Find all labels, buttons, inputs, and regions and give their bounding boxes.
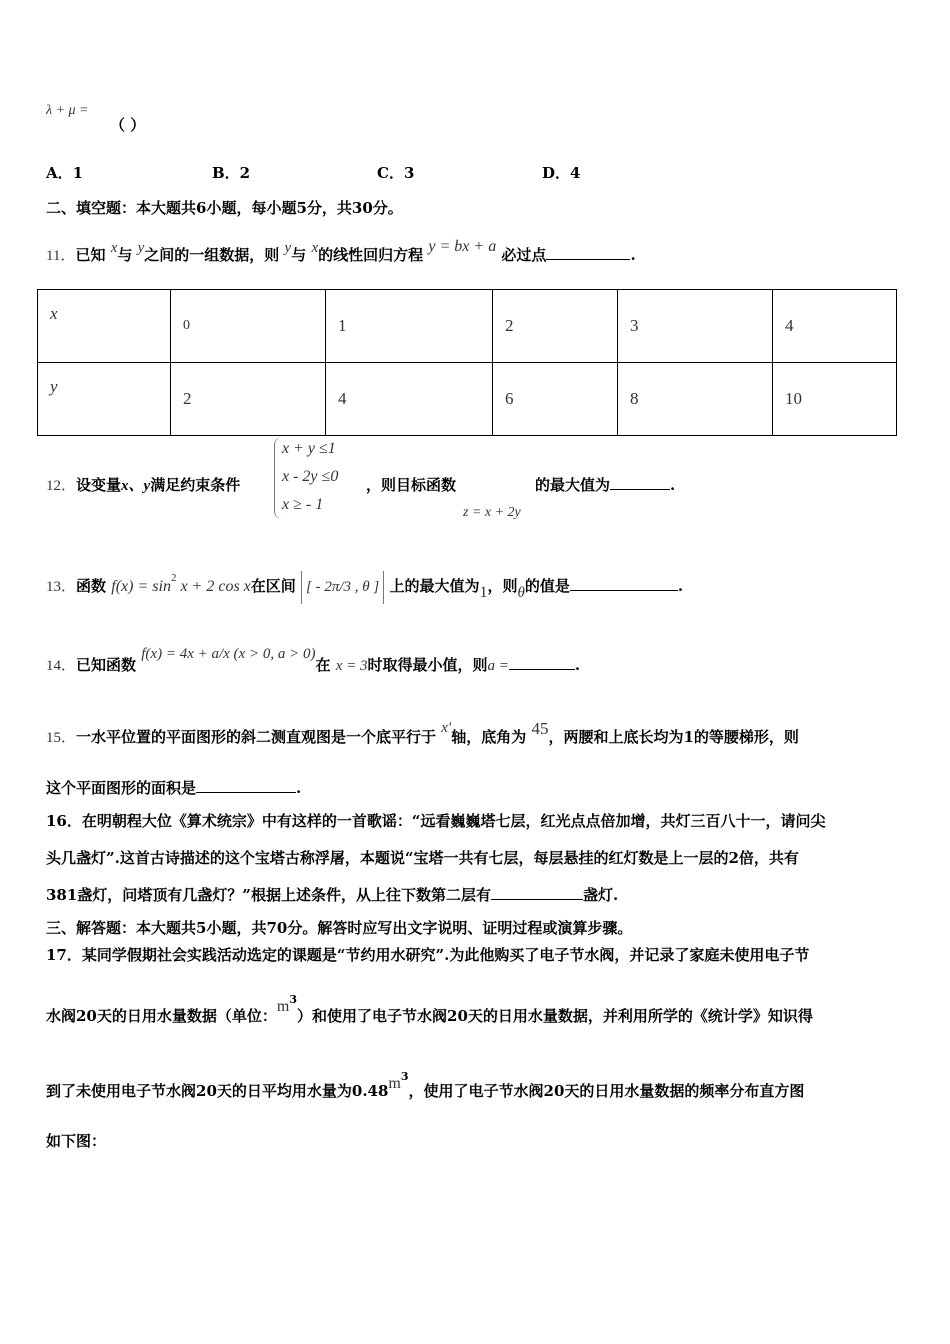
section-3-heading: 三、解答题：本大题共5小题，共70分。解答时应写出文字说明、证明过程或演算步骤。 bbox=[46, 919, 633, 937]
section-2-heading: 二、填空题：本大题共6小题，每小题5分，共30分。 bbox=[46, 199, 403, 217]
question-12-end: 的最大值为 . bbox=[535, 476, 676, 494]
constraint-system: x + y ≤1 x - 2y ≤0 x ≥ - 1 bbox=[274, 437, 338, 519]
interval: [ - 2π/3 , θ ] bbox=[301, 571, 384, 604]
question-13: 13．函数 $f(x) = \sin^2 x + 2$ cos x在区间 [ - 2π/3 , θ ] 上的最大值为1，则θ的值是 . bbox=[46, 571, 683, 604]
answer-blank[interactable] bbox=[509, 655, 575, 670]
option-d: D．4 bbox=[542, 164, 581, 182]
answer-blank[interactable] bbox=[546, 245, 630, 260]
objective-function: z = x + 2y bbox=[463, 505, 521, 520]
answer-blank[interactable] bbox=[491, 885, 583, 900]
question-17-line-1: 17．某同学假期社会实践活动选定的课题是“节约用水研究”.为此他购买了电子节水阀，并记录了家庭未使用电子节 bbox=[46, 946, 810, 964]
option-a: A．1 bbox=[46, 164, 84, 182]
question-17-line-3: 到了未使用电子节水阀20天的日平均用水量为$0.48m^3$，使用了电子节水阀20天的日用水量数据的频率分布直方图 bbox=[46, 1070, 805, 1100]
question-15: 15．一水平位置的平面图形的斜二测直观图是一个底平行于 x′轴，底角为 45，两腰和上底长均为1的等腰梯形，则 bbox=[46, 719, 799, 746]
question-17-line-4: 如下图： bbox=[46, 1132, 107, 1150]
q10-expression: λ + μ = bbox=[46, 103, 89, 118]
answer-blank[interactable] bbox=[570, 576, 678, 591]
q10-answer-paren: （ ） bbox=[110, 116, 146, 134]
table-row: y 2 4 6 8 10 bbox=[38, 363, 897, 436]
question-16-line-3: 381盏灯，问塔顶有几盏灯？”根据上述条件，从上往下数第二层有 盏灯. bbox=[46, 886, 619, 904]
option-b: B．2 bbox=[212, 164, 251, 182]
table-row: x 0 1 2 3 4 bbox=[38, 290, 897, 363]
option-c: C．3 bbox=[377, 164, 415, 182]
answer-blank[interactable] bbox=[196, 778, 296, 793]
question-17-line-2: 水阀20天的日用水量数据（单位：$m^3$）和使用了电子节水阀20天的日用水量数据，并利用所学的《统计学》知识得 bbox=[46, 993, 813, 1025]
question-12-cont: ，则目标函数 bbox=[366, 476, 457, 494]
answer-blank[interactable] bbox=[610, 475, 670, 490]
question-11: 11．已知 x与 y之间的一组数据，则 y与 x的线性回归方程 y = bx + a 必过点 . bbox=[46, 238, 636, 264]
data-table bbox=[37, 289, 897, 436]
question-16-line-1: 16．在明朝程大位《算术统宗》中有这样的一首歌谣：“远看巍巍塔七层，红光点点倍加增，共灯三百八十一，请问尖 bbox=[46, 812, 826, 830]
question-16-line-2: 头几盏灯”.这首古诗描述的这个宝塔古称浮屠，本题说“宝塔一共有七层，每层悬挂的红灯数是上一层的2倍，共有 bbox=[46, 849, 799, 867]
question-14: 14．已知函数 f(x) = 4x + a/x (x > 0, a > 0)在 x = 3时取得最小值，则a = . bbox=[46, 646, 581, 674]
question-12: 12．设变量x、y满足约束条件 bbox=[46, 476, 241, 494]
question-15-line-2: 这个平面图形的面积是 . bbox=[46, 779, 302, 797]
